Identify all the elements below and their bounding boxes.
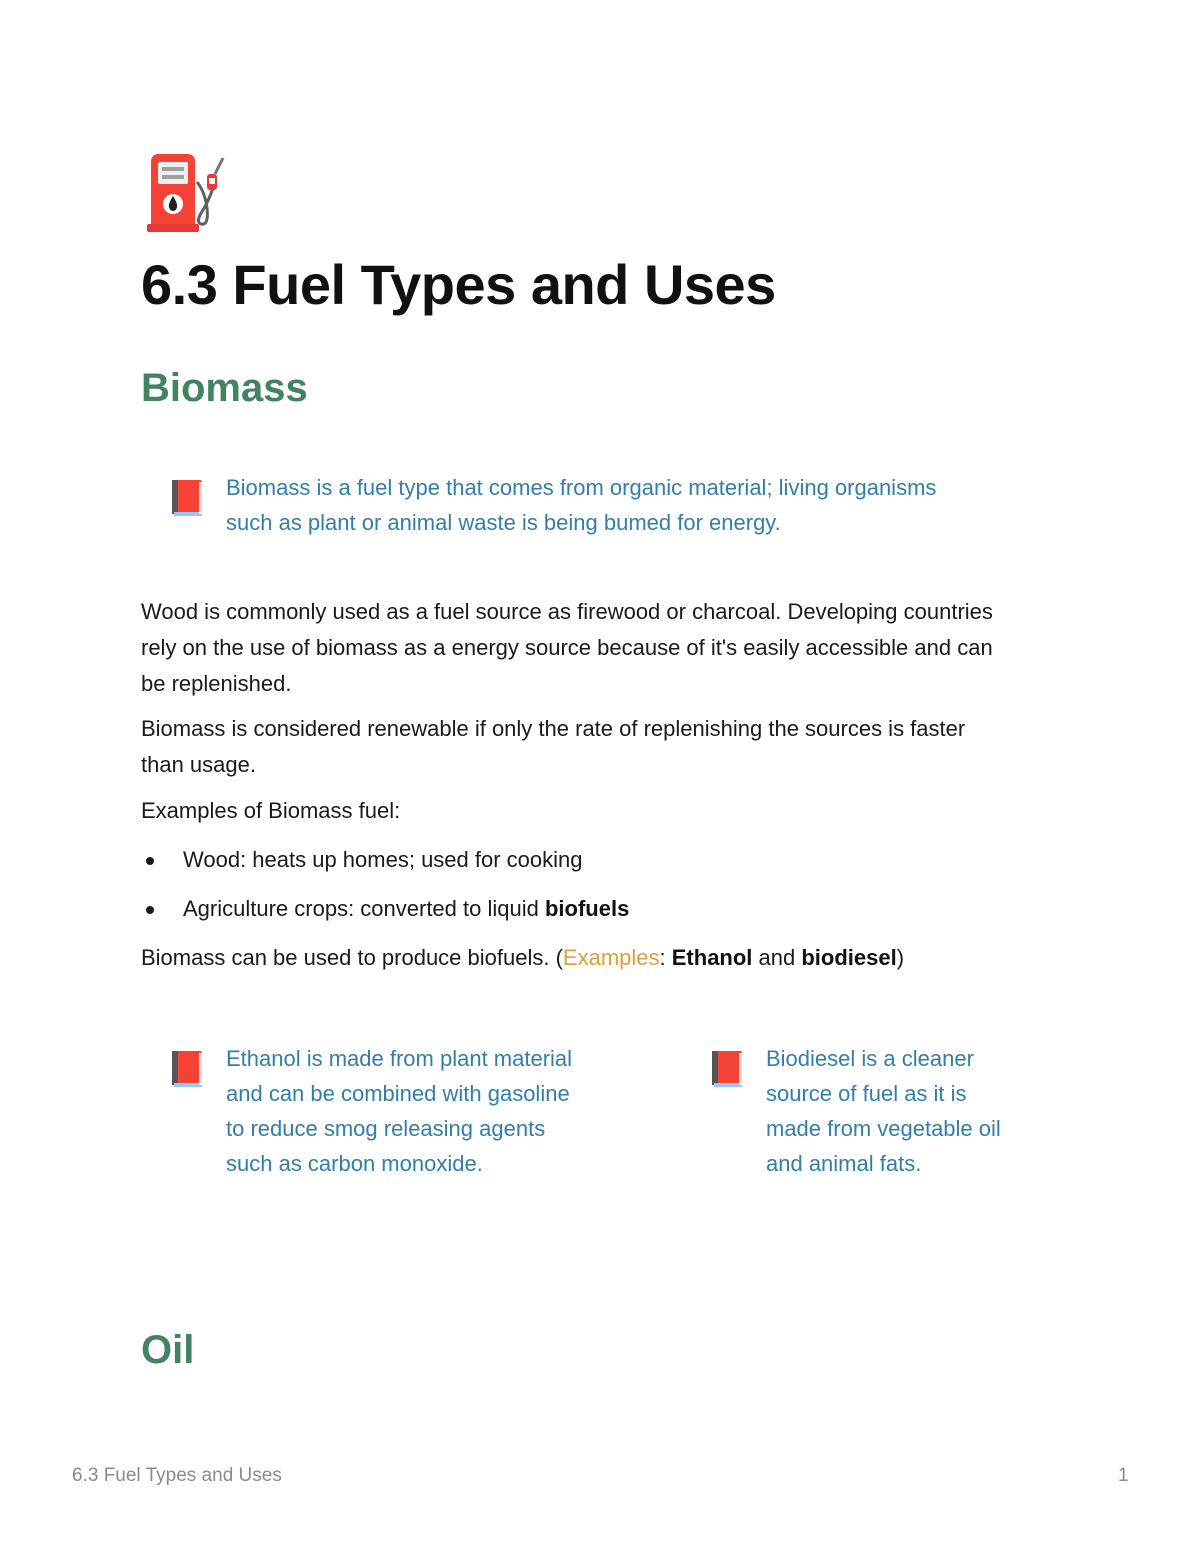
callout-line: and animal fats.: [766, 1151, 922, 1176]
callout-line: Ethanol is made from plant material: [226, 1046, 573, 1071]
page-number: 1: [1118, 1465, 1129, 1486]
callout-line: source of fuel as it is: [766, 1081, 967, 1106]
sentence-text: Biomass can be used to produce biofuels. (: [141, 945, 563, 970]
callout-line: such as carbon monoxide.: [226, 1151, 483, 1176]
paragraph-line: Biomass is considered renewable if only the rate of replenishing the sources is faster: [141, 716, 966, 741]
examples-list: [141, 842, 629, 940]
list-item: [141, 842, 629, 891]
fuel-pump-icon: [143, 152, 227, 234]
callout-ethanol: [170, 1041, 572, 1181]
callout-line: made from vegetable oil: [766, 1116, 1001, 1141]
callout-line: Biomass is a fuel type that comes from organic material; living organisms: [226, 475, 937, 500]
callout-line: to reduce smog releasing agents: [226, 1116, 546, 1141]
callout-line: such as plant or animal waste is being bumed for energy.: [226, 510, 781, 535]
callout-biodiesel: [710, 1041, 1001, 1181]
section-heading-oil: Oil: [141, 1328, 195, 1372]
list-item: [141, 891, 629, 940]
paragraph-renewable: [141, 711, 965, 783]
sentence-text: :: [659, 945, 672, 970]
paragraph-examples-intro: [141, 793, 400, 829]
paragraph-line: than usage.: [141, 752, 256, 777]
callout-line: Biodiesel is a cleaner: [766, 1046, 974, 1071]
list-item-bold: biofuels: [544, 896, 630, 921]
red-book-icon: [710, 1049, 744, 1089]
list-item-text: Wood: heats up homes; used for cooking: [183, 847, 583, 872]
highlight-examples: Examples: [562, 945, 660, 970]
red-book-icon: [170, 478, 204, 518]
bullet-icon: [146, 906, 154, 914]
bold-ethanol: Ethanol: [671, 945, 753, 970]
section-heading-biomass: Biomass: [141, 366, 308, 410]
page-title: 6.3 Fuel Types and Uses: [141, 253, 776, 316]
footer-title: 6.3 Fuel Types and Uses: [72, 1465, 282, 1486]
paragraph-line: be replenished.: [141, 671, 292, 696]
paragraph-line: Wood is commonly used as a fuel source as firewood or charcoal. Developing countries: [141, 599, 993, 624]
sentence-text: and: [752, 945, 802, 970]
bold-biodiesel: biodiesel: [801, 945, 897, 970]
paragraph-line: rely on the use of biomass as a energy source because of it's easily accessible and can: [141, 635, 993, 660]
callout-biomass-definition: [170, 470, 936, 540]
paragraph-biofuels: [141, 940, 904, 976]
sentence-text: ): [896, 945, 905, 970]
paragraph-line: Examples of Biomass fuel:: [141, 798, 401, 823]
paragraph-wood-usage: [141, 594, 993, 702]
bullet-icon: [146, 857, 154, 865]
list-item-text: Agriculture crops: converted to liquid: [183, 896, 545, 921]
red-book-icon: [170, 1049, 204, 1089]
callout-line: and can be combined with gasoline: [226, 1081, 570, 1106]
